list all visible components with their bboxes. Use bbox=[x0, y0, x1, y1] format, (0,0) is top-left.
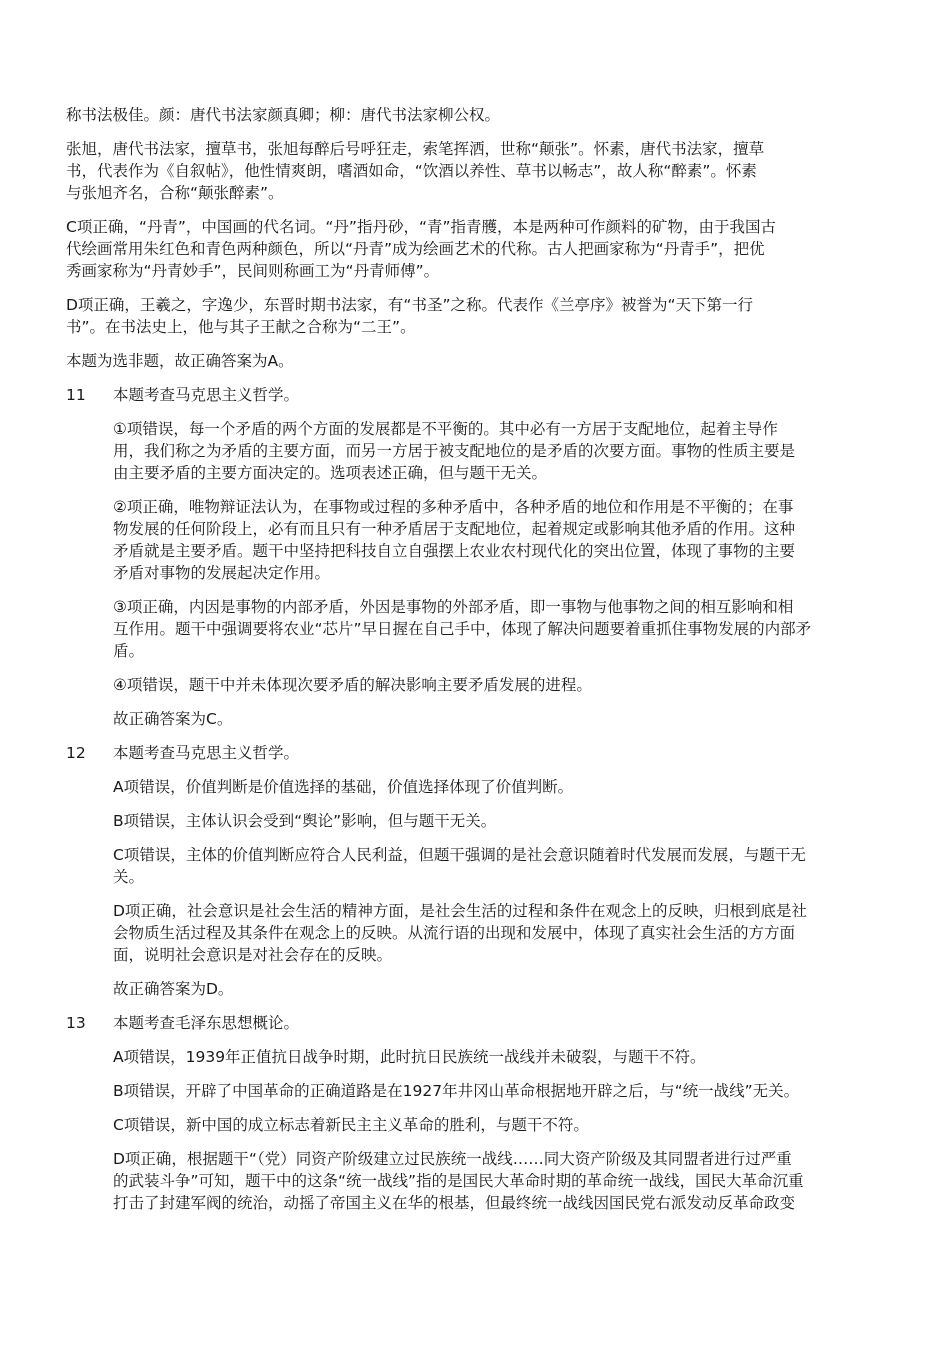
text-line: 张旭，唐代书法家，擅草书，张旭每醉后号呼狂走，索笔挥洒，世称“颠张”。怀素，唐代书法家，擅草 bbox=[66, 140, 765, 158]
document-page bbox=[66, 104, 866, 1226]
text-line: 故正确答案为D。 bbox=[113, 980, 234, 998]
paragraph bbox=[113, 1114, 866, 1136]
text-line: B项错误，主体认识会受到“舆论”影响，但与题干无关。 bbox=[113, 812, 497, 830]
paragraph bbox=[66, 350, 866, 372]
text-line: B项错误，开辟了中国革命的正确道路是在1927年井冈山革命根据地开辟之后，与“统一战线”无关。 bbox=[113, 1082, 800, 1100]
paragraph bbox=[113, 418, 866, 484]
text-line: D项正确，根据题干“（党）同资产阶级建立过民族统一战线……同大资产阶级及其同盟者进行过严重 bbox=[113, 1150, 792, 1168]
text-line: A项错误，价值判断是价值选择的基础，价值选择体现了价值判断。 bbox=[113, 778, 574, 796]
question-number: 11 bbox=[66, 386, 86, 404]
paragraph bbox=[113, 596, 866, 662]
paragraph bbox=[66, 294, 866, 338]
question-heading bbox=[66, 742, 866, 764]
text-line: C项错误，新中国的成立标志着新民主主义革命的胜利，与题干不符。 bbox=[113, 1116, 589, 1134]
question-title: 本题考查马克思主义哲学。 bbox=[113, 744, 300, 762]
text-line: ①项错误，每一个矛盾的两个方面的发展都是不平衡的。其中必有一方居于支配地位，起着主导作 bbox=[113, 420, 778, 438]
paragraph bbox=[113, 496, 866, 584]
paragraph bbox=[113, 674, 866, 696]
text-line: 书”。在书法史上，他与其子王献之合称为“二王”。 bbox=[66, 318, 416, 336]
text-line: C项正确，“丹青”，中国画的代名词。“丹”指丹砂，“青”指青雘，本是两种可作颜料的矿物，由于我国古 bbox=[66, 218, 777, 236]
text-line: 由主要矛盾的主要方面决定的。选项表述正确，但与题干无关。 bbox=[113, 464, 548, 482]
text-line: 与张旭齐名，合称“颠张醉素”。 bbox=[66, 184, 284, 202]
question-title: 本题考查马克思主义哲学。 bbox=[113, 386, 300, 404]
question-heading bbox=[66, 1012, 866, 1034]
text-line: 代绘画常用朱红色和青色两种颜色，所以“丹青”成为绘画艺术的代称。古人把画家称为“丹青手”，把优 bbox=[66, 240, 765, 258]
text-line: 秀画家称为“丹青妙手”，民间则称画工为“丹青师傅”。 bbox=[66, 262, 440, 280]
text-line: 互作用。题干中强调要将农业“芯片”早日握在自己手中，体现了解决问题要着重抓住事物发展的内部矛 bbox=[113, 620, 812, 638]
text-line: 的武装斗争”可知，题干中的这条“统一战线”指的是国民大革命时期的革命统一战线，国民大革命沉重 bbox=[113, 1172, 804, 1190]
paragraph bbox=[66, 216, 866, 282]
question-title: 本题考查毛泽东思想概论。 bbox=[113, 1014, 300, 1032]
text-line: 矛盾对事物的发展起决定作用。 bbox=[113, 564, 331, 582]
text-line: 打击了封建军阀的统治，动摇了帝国主义在华的根基，但最终统一战线因国民党右派发动反革命政变 bbox=[113, 1194, 796, 1212]
text-line: 书，代表作为《自叙帖》，他性情爽朗，嗜酒如命，“饮酒以养性、草书以畅志”，故人称“醉素”。怀素 bbox=[66, 162, 757, 180]
text-line: 关。 bbox=[113, 868, 145, 886]
paragraph bbox=[113, 1046, 866, 1068]
text-line: 用，我们称之为矛盾的主要方面，而另一方居于被支配地位的是矛盾的次要方面。事物的性质主要是 bbox=[113, 442, 796, 460]
question-number: 12 bbox=[66, 744, 86, 762]
text-line: C项错误，主体的价值判断应符合人民利益，但题干强调的是社会意识随着时代发展而发展，与题干无 bbox=[113, 846, 806, 864]
text-line: ③项正确，内因是事物的内部矛盾，外因是事物的外部矛盾，即一事物与他事物之间的相互影响和相 bbox=[113, 598, 794, 616]
text-line: D项正确，王羲之，字逸少，东晋时期书法家，有“书圣”之称。代表作《兰亭序》被誉为“天下第一行 bbox=[66, 296, 754, 314]
questions-section bbox=[66, 384, 866, 1214]
paragraph bbox=[66, 104, 866, 126]
paragraph bbox=[113, 776, 866, 798]
paragraph bbox=[113, 844, 866, 888]
question-heading bbox=[66, 384, 866, 406]
paragraph bbox=[113, 978, 866, 1000]
paragraph bbox=[113, 708, 866, 730]
text-line: A项错误，1939年正值抗日战争时期，此时抗日民族统一战线并未破裂，与题干不符。 bbox=[113, 1048, 706, 1066]
text-line: 称书法极佳。颜：唐代书法家颜真卿；柳：唐代书法家柳公权。 bbox=[66, 106, 501, 124]
paragraph bbox=[113, 1148, 866, 1214]
text-line: 会物质生活过程及其条件在观念上的反映。从流行语的出现和发展中，体现了真实社会生活的方方面 bbox=[113, 924, 796, 942]
paragraph bbox=[113, 900, 866, 966]
question-number: 13 bbox=[66, 1014, 86, 1032]
paragraph bbox=[113, 1080, 866, 1102]
text-line: D项正确，社会意识是社会生活的精神方面，是社会生活的过程和条件在观念上的反映，归根到底是社 bbox=[113, 902, 807, 920]
text-line: 面，说明社会意识是对社会存在的反映。 bbox=[113, 946, 393, 964]
text-line: 本题为选非题，故正确答案为A。 bbox=[66, 352, 294, 370]
paragraph bbox=[113, 810, 866, 832]
text-line: ④项错误，题干中并未体现次要矛盾的解决影响主要矛盾发展的进程。 bbox=[113, 676, 592, 694]
text-line: 盾。 bbox=[113, 642, 145, 660]
text-line: 矛盾就是主要矛盾。题干中坚持把科技自立自强摆上农业农村现代化的突出位置，体现了事物的主要 bbox=[113, 542, 796, 560]
text-line: ②项正确，唯物辩证法认为，在事物或过程的多种矛盾中，各种矛盾的地位和作用是不平衡的；在事 bbox=[113, 498, 794, 516]
text-line: 物发展的任何阶段上，必有而且只有一种矛盾居于支配地位，起着规定或影响其他矛盾的作用。这种 bbox=[113, 520, 796, 538]
intro-section bbox=[66, 104, 866, 372]
text-line: 故正确答案为C。 bbox=[113, 710, 233, 728]
paragraph bbox=[66, 138, 866, 204]
